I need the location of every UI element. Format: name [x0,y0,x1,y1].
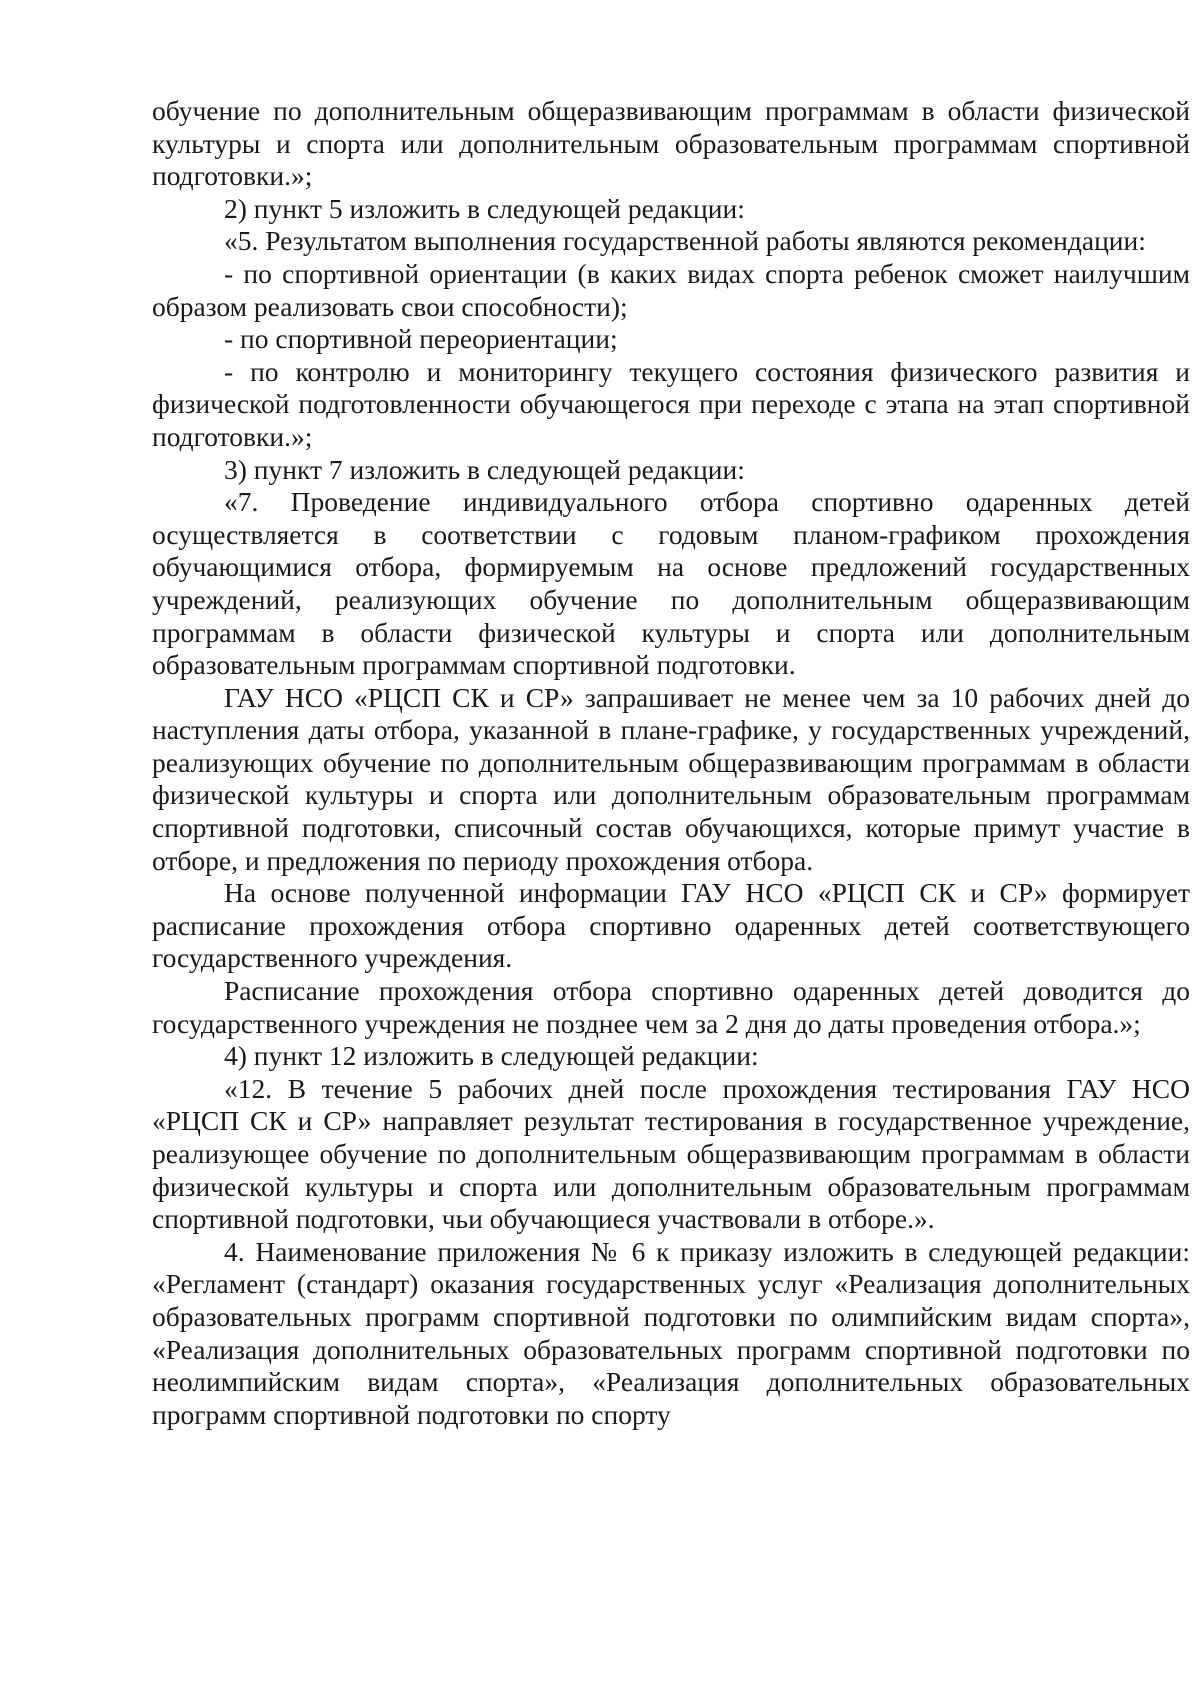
paragraph-request-info: ГАУ НСО «РЦСП СК и СР» запрашивает не менее чем за 10 рабочих дней до наступления даты отбора, указанной в плане-графике, у государственных учреждений, реализующих обучение по дополнительным общеразвивающим программам в области физической культуры и спорта или дополнительным образовательным программам спортивной подготовки, списочный состав обучающихся, которые примут участие в отборе, и предложения по периоду прохождения отбора. [152,681,1190,876]
paragraph-continuation: обучение по дополнительным общеразвивающим программам в области физической культуры и спорта или дополнительным образовательным программам спортивной подготовки.»; [152,95,1190,192]
paragraph-point-7: «7. Проведение индивидуального отбора спортивно одаренных детей осуществляется в соответствии с годовым планом-графиком прохождения обучающимися отбора, формируемым на основе предложений государственных учреждений, реализующих обучение по дополнительным общеразвивающим программам в области физической культуры и спорта или дополнительным образовательным программам спортивной подготовки. [152,486,1190,681]
document-body [152,95,1190,1431]
paragraph-recommendation-reorientation: - по спортивной переориентации; [224,323,618,355]
paragraph-item-3: 3) пункт 7 изложить в следующей редакции: [224,453,745,485]
paragraph-schedule-delivery: Расписание прохождения отбора спортивно одаренных детей доводится до государственного учреждения не позднее чем за 2 дня до даты проведения отбора.»; [152,975,1190,1039]
paragraph-item-2: 2) пункт 5 изложить в следующей редакции: [224,192,745,224]
paragraph-recommendation-orientation: - по спортивной ориентации (в каких видах спорта ребенок сможет наилучшим образом реализовать свои способности); [152,257,1190,322]
paragraph-schedule-formation: На основе полученной информации ГАУ НСО «РЦСП СК и СР» формирует расписание прохождения отбора спортивно одаренных детей соответствующего государственного учреждения. [152,877,1190,974]
paragraph-point-5: «5. Результатом выполнения государственной работы являются рекомендации: [224,225,1146,257]
paragraph-appendix-6: 4. Наименование приложения № 6 к приказу изложить в следующей редакции: «Регламент (стандарт) оказания государственных услуг «Реализация дополнительных образовательных программ спортивной подготовки по олимпийским видам спорта», «Реализация дополнительных образовательных программ спортивной подготовки по неолимпийским видам спорта», «Реализация дополнительных образовательных программ спортивной подготовки по спорту [152,1235,1190,1430]
paragraph-recommendation-monitoring: - по контролю и мониторингу текущего состояния физического развития и физической подготовленности обучающегося при переходе с этапа на этап спортивной подготовки.»; [152,355,1190,452]
paragraph-point-12: «12. В течение 5 рабочих дней после прохождения тестирования ГАУ НСО «РЦСП СК и СР» направляет результат тестирования в государственное учреждение, реализующее обучение по дополнительным общеразвивающим программам в области физической культуры и спорта или дополнительным образовательным программам спортивной подготовки, чьи обучающиеся участвовали в отборе.». [152,1072,1190,1235]
paragraph-item-4: 4) пункт 12 изложить в следующей редакции: [224,1040,759,1072]
